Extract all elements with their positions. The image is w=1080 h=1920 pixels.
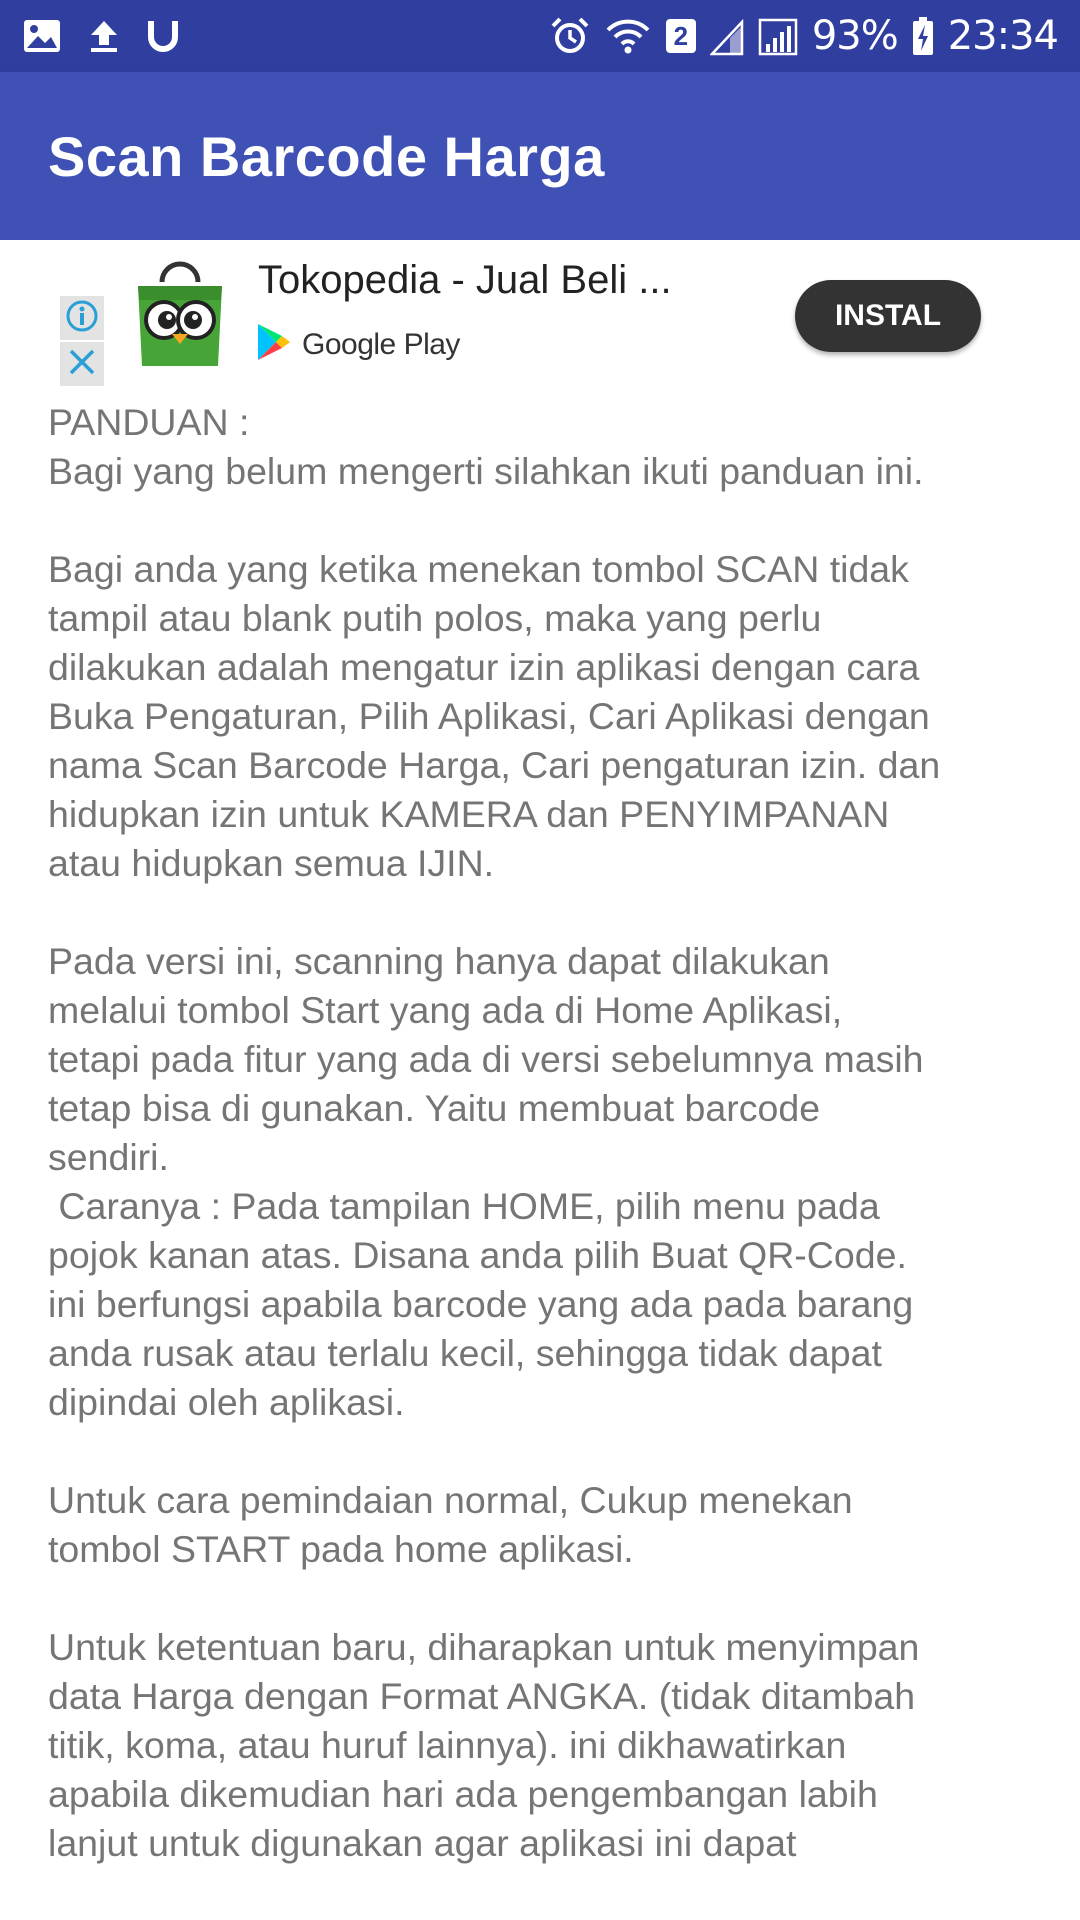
u-icon [146,18,180,54]
ad-info-button[interactable] [60,296,104,340]
guide-line [48,888,1058,937]
page-title: Scan Barcode Harga [48,124,605,188]
guide-line: dipindai oleh aplikasi. [48,1381,405,1423]
ad-controls [60,296,104,386]
google-play-label: Google Play [302,327,460,361]
guide-text [48,398,1058,1868]
system-icons [550,13,1058,59]
guide-line: Caranya : Pada tampilan HOME, pilih menu pada [48,1185,880,1227]
guide-line: data Harga dengan Format ANGKA. (tidak ditambah [48,1675,916,1717]
guide-line: pojok kanan atas. Disana anda pilih Buat QR-Code. [48,1234,907,1276]
guide-line: tetapi pada fitur yang ada di versi sebelumnya masih [48,1038,924,1080]
guide-line: lanjut untuk digunakan agar aplikasi ini dapat [48,1822,797,1864]
upload-icon [88,18,120,54]
battery-percent: 93% [811,13,898,59]
wifi-icon [604,16,652,56]
guide-line: Untuk cara pemindaian normal, Cukup menekan [48,1479,853,1521]
google-play-badge [256,322,460,367]
guide-line: anda rusak atau terlalu kecil, sehingga tidak dapat [48,1332,882,1374]
guide-line: tampil atau blank putih polos, maka yang perlu [48,597,822,639]
app-bar [0,72,1080,240]
close-icon [67,347,97,382]
battery-charging-icon [912,16,934,56]
image-icon [22,18,62,54]
guide-line: PANDUAN : [48,401,250,443]
guide-line: apabila dikemudian hari ada pengembangan labih [48,1773,878,1815]
sim-badge-icon: 2 [666,19,696,53]
guide-line: atau hidupkan semua IJIN. [48,842,495,884]
status-bar [0,0,1080,72]
guide-line: Bagi yang belum mengerti silahkan ikuti panduan ini. [48,450,924,492]
guide-line: dilakukan adalah mengatur izin aplikasi dengan cara [48,646,920,688]
guide-line: tetap bisa di gunakan. Yaitu membuat barcode [48,1087,821,1129]
signal-icon-1 [710,16,744,56]
signal-icon-2 [758,16,798,56]
guide-line: ini berfungsi apabila barcode yang ada pada barang [48,1283,914,1325]
guide-line [48,1574,1058,1623]
clock: 23:34 [947,13,1058,59]
ad-banner[interactable] [0,240,1080,400]
info-icon [65,299,99,338]
guide-line: sendiri. [48,1136,169,1178]
notification-icons [22,18,180,54]
install-button[interactable]: INSTAL [795,280,981,352]
guide-line: nama Scan Barcode Harga, Cari pengaturan izin. dan [48,744,941,786]
google-play-icon [256,322,292,367]
guide-line: melalui tombol Start yang ada di Home Aplikasi, [48,989,843,1031]
guide-line: tombol START pada home aplikasi. [48,1528,634,1570]
guide-line: Pada versi ini, scanning hanya dapat dilakukan [48,940,830,982]
guide-line [48,496,1058,545]
guide-line: Buka Pengaturan, Pilih Aplikasi, Cari Aplikasi dengan [48,695,930,737]
alarm-icon [550,16,590,56]
guide-line: hidupkan izin untuk KAMERA dan PENYIMPANAN [48,793,890,835]
guide-line: Untuk ketentuan baru, diharapkan untuk menyimpan [48,1626,920,1668]
guide-line: Bagi anda yang ketika menekan tombol SCAN tidak [48,548,909,590]
guide-line: titik, koma, atau huruf lainnya). ini dikhawatirkan [48,1724,847,1766]
tokopedia-logo-icon[interactable] [130,260,230,372]
ad-title[interactable]: Tokopedia - Jual Beli ... [258,258,672,302]
guide-line [48,1427,1058,1476]
ad-close-button[interactable] [60,342,104,386]
